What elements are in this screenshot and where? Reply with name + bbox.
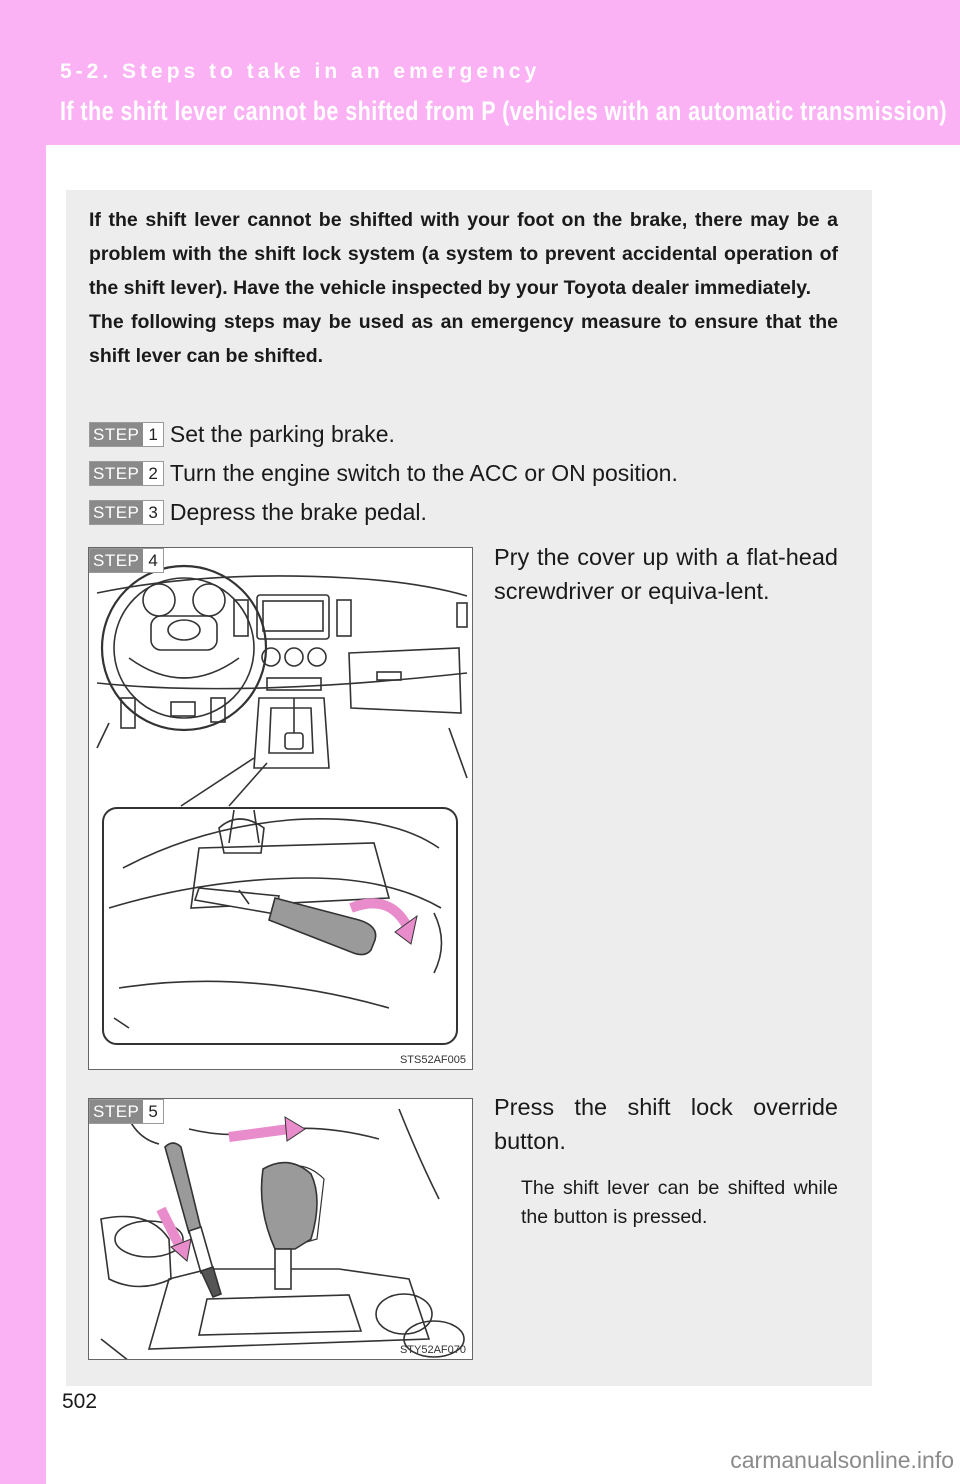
intro-paragraph-1: If the shift lever cannot be shifted with your foot on the brake, there may be a problem with the shift lock system (a system to prevent accidental operation of the shift lever). Have the vehicle inspected by your Toyota dealer immediately. <box>89 209 838 299</box>
step-5-figure <box>88 1098 473 1360</box>
watermark: carmanualsonline.info <box>730 1447 954 1473</box>
section-label: 5-2. Steps to take in an emergency <box>60 60 541 83</box>
dashboard-illustration <box>89 548 473 1070</box>
page-number: 502 <box>62 1390 98 1413</box>
figure-code: STS52AF005 <box>399 1054 466 1066</box>
side-tab <box>0 0 46 1484</box>
step-5-note: The shift lever can be shifted while the button is pressed. <box>521 1177 838 1228</box>
step-text: Set the parking brake. <box>169 421 395 447</box>
step-badge: STEP 3 <box>89 500 164 525</box>
intro-text <box>89 203 838 373</box>
step-4-text: Pry the cover up with a flat-head screwdriver or equiva-lent. <box>494 544 838 604</box>
step-badge: STEP 4 <box>89 548 164 573</box>
intro-paragraph-2: The following steps may be used as an emergency measure to ensure that the shift lever can be shifted. <box>89 311 838 367</box>
page-title: If the shift lever cannot be shifted from P (vehicles with an automatic transmission) <box>60 96 947 126</box>
step-text: Depress the brake pedal. <box>169 499 427 525</box>
step-4-figure <box>88 547 473 1070</box>
step-badge: STEP 1 <box>89 422 164 447</box>
step-3 <box>89 499 427 526</box>
step-5-text: Press the shift lock override button. <box>494 1094 838 1154</box>
figure-code: STY52AF070 <box>399 1344 466 1356</box>
step-2 <box>89 460 678 487</box>
shift-lock-illustration <box>89 1099 473 1360</box>
step-badge: STEP 5 <box>89 1099 164 1124</box>
step-1 <box>89 421 395 448</box>
step-badge: STEP 2 <box>89 461 164 486</box>
step-text: Turn the engine switch to the ACC or ON position. <box>169 460 678 486</box>
